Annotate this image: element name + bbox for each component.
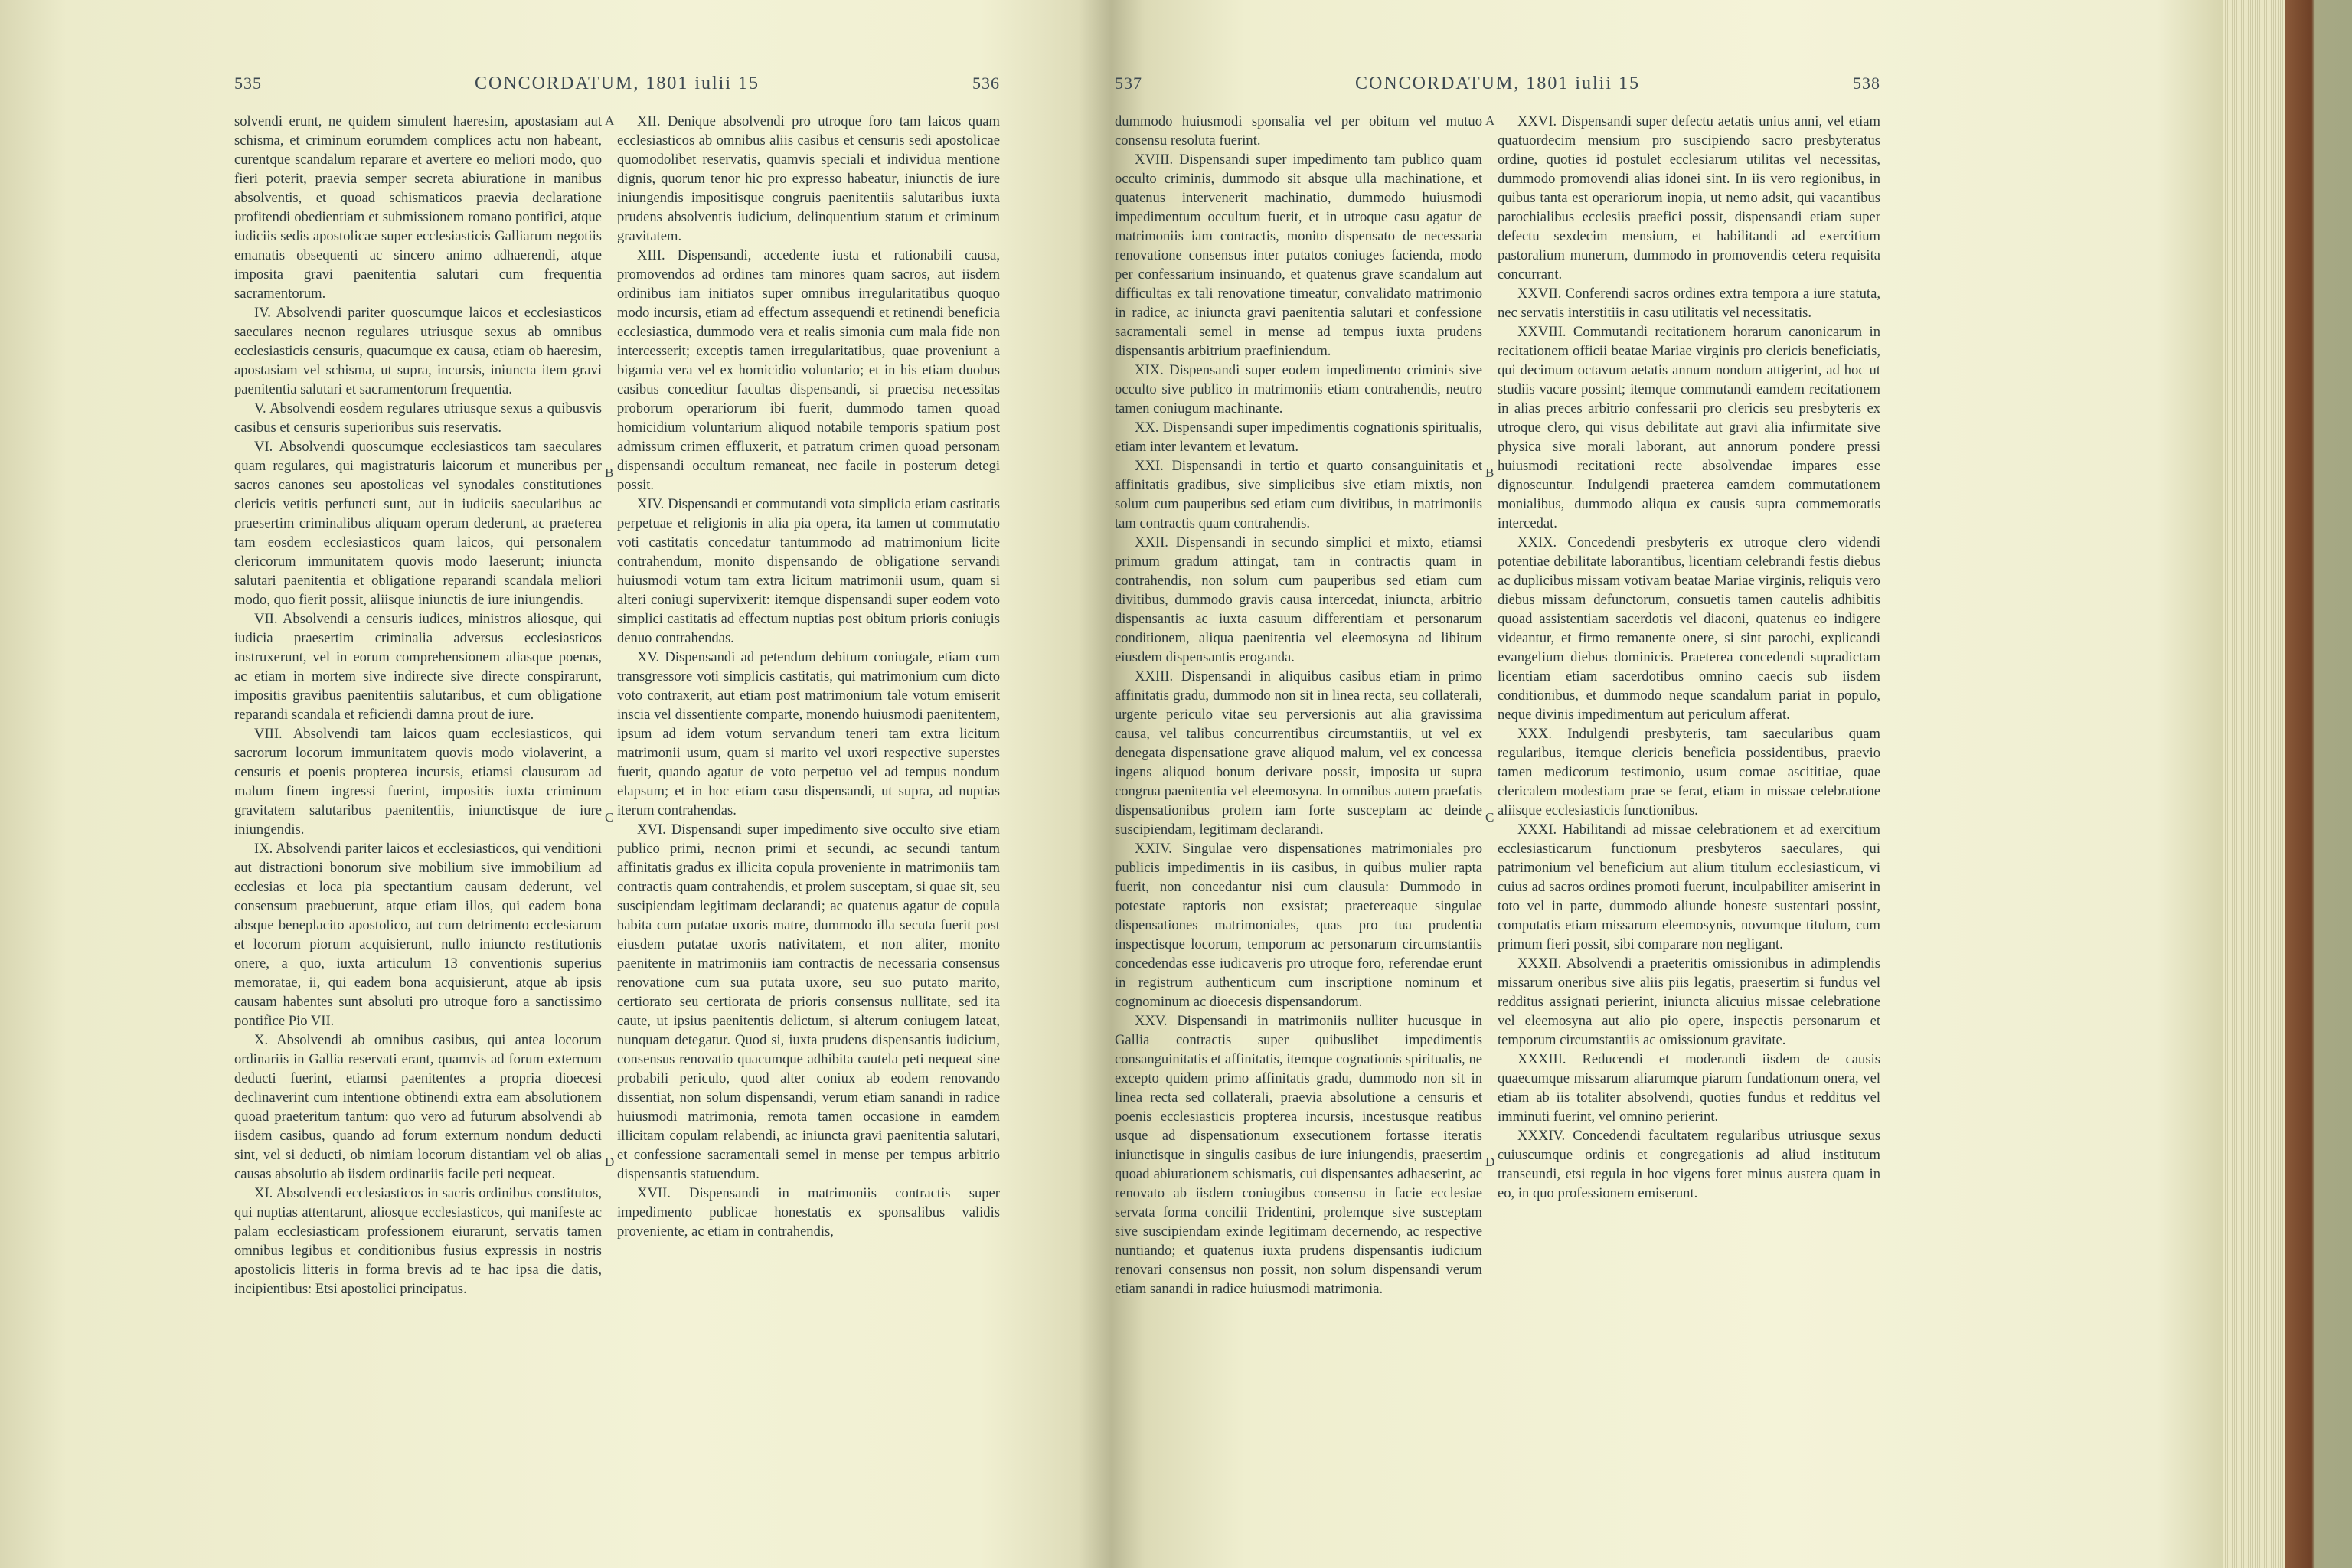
- paragraph: XXXII. Absolvendi a praeteritis omissionibus in adimplendis missarum oneribus sive aliis piis legatis, praesertim si fundus vel redditus assignati perierint, iniuncta alicuius missae celebratione vel eleemosyna aut alio pio opere, inspectis personarum et temporum circumstantiis ac omissionum gravitate.: [1498, 956, 1880, 1048]
- paragraph: XXV. Dispensandi in matrimoniis nulliter hucusque in Gallia contractis super quibuslibet impedimentis consanguinitatis et affinitatis, itemque cognationis spiritualis, ne excepto quidem primo affinitatis gradu, dummodo non sit in linea recta sed collaterali, praevia absolutione a censuris et poenis ecclesiasticis propterea incursis, incestusque reatibus usque ad dispensationum exsecutionem fortasse iteratis iniunctisque in singulis casibus de iure iniungendis, praesertim quoad abiurationem schismatis, cui dispensantes adhaeserint, ac renovato ab iisdem coniugibus consensu in facie ecclesiae servata forma concilii Tridentini, prolemque sive susceptam sive suscipiendam exinde legitimam decernendo, ac respective nuntiando; et quatenus iuxta prudens dispensantis iudicium renovari consensus non possit, non solum dispensandi verum etiam sanandi in radice huiusmodi matrimonia.: [1115, 1013, 1482, 1297]
- page-number-right: 536: [972, 74, 1000, 93]
- paragraph: XXIX. Concedendi presbyteris ex utroque clero videndi potentiae debilitate laborantibus, licentiam celebrandi festis diebus ac duplicibus missam votivam beatae Mariae virginis, reliquis vero diebus missam defunctorum, consuetis tamen cautelis adhibitis quoad assistentiam sacerdotis vel diaconi, quatenus eo indigere videantur, et firmo remanente onere, si sint parochi, explicandi evangelium diebus dominicis. Praeterea concedendi supradictam licentiam etiam sacerdotibus omnino caecis sub iisdem conditionibus, et dummodo neque scandalum pariat in populo, neque divinis impedimentum aut periculum afferat.: [1498, 534, 1880, 723]
- paragraph: IV. Absolvendi pariter quoscumque laicos et ecclesiasticos saeculares necnon regulares utriusque sexus ab omnibus ecclesiasticis censuris, quacumque ex causa, etiam ob haeresim, apostasiam vel schisma, ut supra, incursis, iniuncta item gravi paenitentia salutari et sacramentorum frequentia.: [234, 305, 602, 397]
- paragraph: XXXIII. Reducendi et moderandi iisdem de causis quaecumque missarum aliarumque piarum fundationum onera, vel etiam ab iis totaliter absolvendi, quoties fundus et redditus vel imminuti fuerint, vel omnino perierint.: [1498, 1051, 1880, 1125]
- paragraph: VII. Absolvendi a censuris iudices, ministros aliosque, qui iudicia praesertim criminalia adversus ecclesiasticos instruxerunt, vel in eorum comprehensionem aliasque poenas, ac etiam in mortem sive indirecte sive directe conspirarunt, impositis gravibus paenitentiis salutaribus, et cum obligatione reparandi scandala et reficiendi damna prout de iure.: [234, 611, 602, 723]
- paragraph: XXI. Dispensandi in tertio et quarto consanguinitatis et affinitatis gradibus, sive simplicibus sive etiam mixtis, non solum cum pauperibus sed etiam cum divitibus, in matrimoniis tam contractis quam contrahendis.: [1115, 458, 1482, 531]
- margin-marker-a: A: [1485, 113, 1495, 128]
- margin-marker-d: D: [605, 1155, 615, 1169]
- page-header: [1115, 74, 1880, 104]
- paragraph: X. Absolvendi ab omnibus casibus, qui antea locorum ordinariis in Gallia reservati erant, quamvis ad forum externum deducti fuerint, etiamsi paenitentes a propria dioecesi declinaverint cum intentione obtinendi extra eam absolutionem quoad praeteritum tantum: quo vero ad futurum absolvendi ab iisdem casibus, quando ad forum externum nondum deducti sint, vel si deducti, ob nimiam locorum distantiam vel ob alias causas absolutio ab iisdem ordinariis facile peti nequeat.: [234, 1032, 602, 1182]
- paragraph: XVI. Dispensandi super impedimento sive occulto sive etiam publico primi, necnon primi et secundi, ac secundi tantum affinitatis gradus ex illicita copula proveniente in matrimoniis tam contractis quam contrahendis, et prolem susceptam, si quae sit, seu suscipiendam legitimam declarandi; ac quatenus agatur de copula habita cum putatae uxoris matre, dummodo illa secuta fuerit post eiusdem putatae uxoris nativitatem, et non aliter, monito paenitente in matrimoniis iam contractis de necessaria consensus renovatione cum sua putata uxore, seu suo putato marito, certiorato seu certiorata de prioris consensus nullitate, sed ita caute, ut ipsius paenitentis delictum, si alterum coniugem lateat, nunquam detegatur. Quod si, iuxta prudens dispensantis iudicium, consensus renovatio quacumque adhibita cautela peti nequeat sine probabili periculo, quod alter coniux ab eodem renovando dissentiat, non solum dispensandi, verum etiam sanandi in radice huiusmodi matrimonia, remota tamen occasione in eamdem illicitam copulam relabendi, ac iniuncta gravi paenitentia salutari, et confessione sacramentali semel in mense per tempus arbitrio dispensantis statuendum.: [617, 822, 1000, 1182]
- paragraph: IX. Absolvendi pariter laicos et ecclesiasticos, qui venditioni aut distractioni bonorum sive mobilium sive immobilium ad ecclesias et loca pia spectantium causam dederunt, vel consensum praebuerunt, atque etiam illos, qui eadem bona absque beneplacito apostolico, aut cum detrimento ecclesiarum et locorum piorum acquisierunt, nullo iniuncto restitutionis onere, a quo, iuxta articulum 13 conventionis superius memoratae, ii, qui eadem bona acquisierunt, atque ab ipsis causam habentes sunt absoluti pro utroque foro a sanctissimo pontifice Pio VII.: [234, 841, 602, 1029]
- paragraph: XII. Denique absolvendi pro utroque foro tam laicos quam ecclesiasticos ab omnibus aliis casibus et censuris sedi apostolicae quomodolibet reservatis, quamvis speciali et individua mentione dignis, quorum tenor hic pro expresso habeatur, iniunctis de iure iniungendis impositisque congruis paenitentiis salutaribus iuxta prudens absolventis iudicium, delinquentium statum et criminum gravitatem.: [617, 113, 1000, 244]
- paragraph: XXIV. Singulae vero dispensationes matrimoniales pro publicis impedimentis in iis casibus, in quibus mulier rapta fuerit, non concedantur nisi cum clausula: Dummodo in potestate raptoris non exsistat; praetereaque singulae dispensationes matrimoniales, quas pro tua prudentia inspectisque locorum, temporum ac personarum circumstantiis concedendas esse iudicaveris pro utroque foro, referendae erunt in registrum authenticum cum inscriptione nominum et cognominum ac dioecesis dispensandorum.: [1115, 841, 1482, 1010]
- text-column-1: [1115, 112, 1482, 1298]
- left-page: [234, 0, 1000, 1568]
- page-number-right: 538: [1853, 74, 1880, 93]
- paragraph: XX. Dispensandi super impedimentis cognationis spiritualis, etiam inter levantem et levatum.: [1115, 420, 1482, 455]
- paragraph: dummodo huiusmodi sponsalia vel per obitum vel mutuo consensu resoluta fuerint.: [1115, 113, 1482, 149]
- page-header: [234, 74, 1000, 104]
- text-column-2: [1498, 112, 1880, 1203]
- margin-marker-d: D: [1485, 1155, 1495, 1169]
- paragraph: VI. Absolvendi quoscumque ecclesiasticos tam saeculares quam regulares, qui magistraturis laicorum et muneribus per sacros canones seu apostolicas vel synodales constitutiones clericis vetitis perfuncti sunt, aut in iudiciis saecularibus ac praesertim criminalibus aliquam operam dederunt, ac praeterea tam eosdem ecclesiasticos quam laicos, qui personalem clericorum immunitatem quovis modo laeserunt; iniuncta salutari paenitentia et obligatione reparandi scandala meliori modo, quo fierit possit, aliisque iniunctis de iure iniungendis.: [234, 439, 602, 608]
- paragraph: XVII. Dispensandi in matrimoniis contractis super impedimento publicae honestatis ex sponsalibus validis proveniente, ac etiam in contrahendis,: [617, 1185, 1000, 1240]
- running-title: CONCORDATUM, 1801 iulii 15: [474, 74, 760, 93]
- right-page: [1115, 0, 1880, 1568]
- paragraph: XIII. Dispensandi, accedente iusta et rationabili causa, promovendos ad ordines tam minores quam sacros, aut iisdem ordinibus iam initiatos super omnibus irregularitatibus quoquo modo incursis, etiam ad effectum assequendi et retinendi beneficia ecclesiastica, dummodo vera et realis simonia cum mala fide non intercesserit; exceptis tamen irregularitatibus, quae proveniunt a bigamia vera vel ex homicidio voluntario; et in his etiam duobus casibus conceditur facultas dispensandi, si praecisa necessitas proborum operariorum ibi fuerit, dummodo tamen quoad homicidium voluntarium aliquod notabile temporis spatium post admissum crimen effluxerit, et patratum crimen quoad personam dispensandi occultum remaneat, nec facile in posterum detegi possit.: [617, 247, 1000, 493]
- paragraph: solvendi erunt, ne quidem simulent haeresim, apostasiam aut schisma, et criminum eorumdem complices actu non habeant, curentque scandalum reparare et avertere eo meliori modo, quo fieri poterit, praevia semper secreta abiuratione in manibus absolventis, et quoad schismaticos praevia declaratione profitendi obedientiam et submissionem romano pontifici, atque iudiciis sedis apostolicae super ecclesiasticis Galliarum negotiis emanatis obsequenti ac sincero animo adhaerendi, atque imposita gravi paenitentia salutari cum frequentia sacramentorum.: [234, 113, 602, 302]
- page-edges: [2223, 0, 2285, 1568]
- paragraph: XXVII. Conferendi sacros ordines extra tempora a iure statuta, nec servatis interstitiis in casu utilitatis vel necessitatis.: [1498, 286, 1880, 321]
- paragraph: XXIII. Dispensandi in aliquibus casibus etiam in primo affinitatis gradu, dummodo non sit in linea recta, seu collaterali, urgente periculo vitae seu perversionis aut alia gravissima causa, vel talibus concurrentibus circumstantiis, ut vel ex denegata dispensatione grave aliquod malum, vel ex concessa ingens aliquod bonum derivare possit, imposita ut supra congrua paenitentia vel eleemosyna. In omnibus autem praefatis dispensationibus prolem iam forte susceptam ac deinde suscipiendam, legitimam declarandi.: [1115, 668, 1482, 838]
- paragraph: XIX. Dispensandi super eodem impedimento criminis sive occulto sive publico in matrimoniis etiam contrahendis, neutro tamen coniugum machinante.: [1115, 362, 1482, 416]
- paragraph: XXXIV. Concedendi facultatem regularibus utriusque sexus cuiuscumque ordinis et congregationis ad aliud institutum transeundi, etsi regula in hoc vigens foret minus austera quam in eo, in quo professionem emiserunt.: [1498, 1128, 1880, 1201]
- paragraph: XVIII. Dispensandi super impedimento tam publico quam occulto criminis, dummodo sit absque ulla machinatione, et quatenus intervenerit machinatio, dummodo huiusmodi impedimentum occultum fuerit, et in utroque casu agatur de matrimoniis iam contractis, monito dispensato de necessaria renovatione consensus inter putatos coniuges facienda, modo per confessarium insinuando, et quatenus grave scandalum aut difficultas ex tali renovatione timeatur, convalidato matrimonio in radice, ac iniuncta gravi paenitentia salutari et confessione sacramentali semel in mense ad tempus iuxta prudens dispensantis arbitrium praefiniendum.: [1115, 152, 1482, 359]
- paragraph: XXII. Dispensandi in secundo simplici et mixto, etiamsi primum gradum attingat, tam in contractis quam in contrahendis, non solum cum pauperibus sed etiam cum divitibus, dummodo gravis causa intercedat, iniuncta, arbitrio dispensantis ac iuxta casuum differentiam et personarum conditionem, aliqua paenitentia vel eleemosyna ad libitum eiusdem dispensantis eroganda.: [1115, 534, 1482, 665]
- running-title: CONCORDATUM, 1801 iulii 15: [1354, 74, 1641, 93]
- margin-marker-c: C: [605, 810, 614, 825]
- book-cover: [2285, 0, 2352, 1568]
- paragraph: VIII. Absolvendi tam laicos quam ecclesiasticos, qui sacrorum locorum immunitatem quovis modo violaverint, a censuris et poenis propterea incursis, etiamsi clausuram ad malum finem ingressi fuerint, impositis iuxta criminum gravitatem salutaribus paenitentiis, iniunctisque de iure iniungendis.: [234, 726, 602, 838]
- margin-marker-b: B: [1485, 466, 1494, 480]
- paragraph: XXVI. Dispensandi super defectu aetatis unius anni, vel etiam quatuordecim mensium pro suscipiendo sacro presbyteratus ordine, quoties id postulet ecclesiarum utilitas vel necessitas, dummodo promovendi alias idonei sint. In iis vero regionibus, in quibus tanta est operariorum inopia, ut nemo adsit, qui vacantibus parochialibus ecclesiis praefici possit, dispensandi etiam super defectu sexdecim mensium, et habilitandi ad exercitium pastoralium munerum, dummodo in promovendis cetera requisita concurrant.: [1498, 113, 1880, 283]
- paragraph: XIV. Dispensandi et commutandi vota simplicia etiam castitatis perpetuae et religionis in alia pia opera, ita tamen ut commutatio voti castitatis concedatur tantummodo ad matrimonium licite contrahendum, monito dispensando de obligatione servandi huiusmodi votum tam extra licitum matrimonii usum, quam si alteri coniugi supervixerit: itemque dispensandi super eodem voto simplici castitatis ad effectum nuptias post obitum prioris coniugis denuo contrahendas.: [617, 496, 1000, 646]
- paragraph: XI. Absolvendi ecclesiasticos in sacris ordinibus constitutos, qui nuptias attentarunt, aliosque ecclesiasticos, qui manifeste ac palam ecclesiasticam professionem eiurarunt, servatis tamen omnibus legibus et conditionibus fusius expressis in nostris apostolicis litteris in forma brevis ad te hac ipsa die datis, incipientibus: Etsi apostolici principatus.: [234, 1185, 602, 1297]
- paragraph: XXXI. Habilitandi ad missae celebrationem et ad exercitium ecclesiasticarum functionum presbyteros saeculares, qui patrimonium vel beneficium aut alium titulum ecclesiasticum, vi cuius ad sacros ordines promoti fuerunt, inculpabiliter amiserint in toto vel in parte, dummodo aliunde honeste sustentari possint, computatis etiam missarum eleemosynis, novumque titulum, cum primum fieri possit, sibi comparare non negligant.: [1498, 822, 1880, 952]
- paragraph: XXX. Indulgendi presbyteris, tam saecularibus quam regularibus, itemque clericis beneficia possidentibus, praevio tamen medicorum testimonio, usum comae ascititiae, quae clericalem modestiam prae se ferat, etiam in missae celebratione aliisque ecclesiasticis functionibus.: [1498, 726, 1880, 818]
- text-column-2: [617, 112, 1000, 1241]
- paragraph: XV. Dispensandi ad petendum debitum coniugale, etiam cum transgressore voti simplicis castitatis, qui matrimonium cum dicto voto contraxerit, aut etiam post matrimonium tale votum emiserit inscia vel dissentiente comparte, monendo huiusmodi paenitentem, ipsum ad idem votum servandum teneri tam extra licitum matrimonii usum, quam si marito vel uxori respective superstes fuerit, quando agatur de voto perpetuo vel ad tempus nondum elapsum; et in hoc etiam casu dispensandi, ut supra, ad nuptias iterum contrahendas.: [617, 649, 1000, 818]
- paragraph: V. Absolvendi eosdem regulares utriusque sexus a quibusvis casibus et censuris superioribus suis reservatis.: [234, 400, 602, 436]
- page-number-left: 535: [234, 74, 262, 93]
- page-number-left: 537: [1115, 74, 1142, 93]
- margin-marker-b: B: [605, 466, 614, 480]
- text-column-1: [234, 112, 602, 1298]
- paragraph: XXVIII. Commutandi recitationem horarum canonicarum in recitationem officii beatae Mariae virginis pro clericis beneficiatis, qui decimum octavum aetatis annum nondum attigerint, ad hoc ut studiis vacare possint; itemque commutandi eamdem recitationem in alias preces arbitrio confessarii pro clericis seu presbyteris ex utroque clero, qui visus debilitate aut gravi alia infirmitate sive physica sive morali laborant, aut annorum pondere pressi huiusmodi recitationi recte absolvendae impares esse dignoscuntur. Indulgendi praeterea eamdem commutationem monialibus, dummodo aliqua ex causis supra commemoratis intercedat.: [1498, 324, 1880, 531]
- margin-marker-c: C: [1485, 810, 1494, 825]
- margin-marker-a: A: [605, 113, 615, 128]
